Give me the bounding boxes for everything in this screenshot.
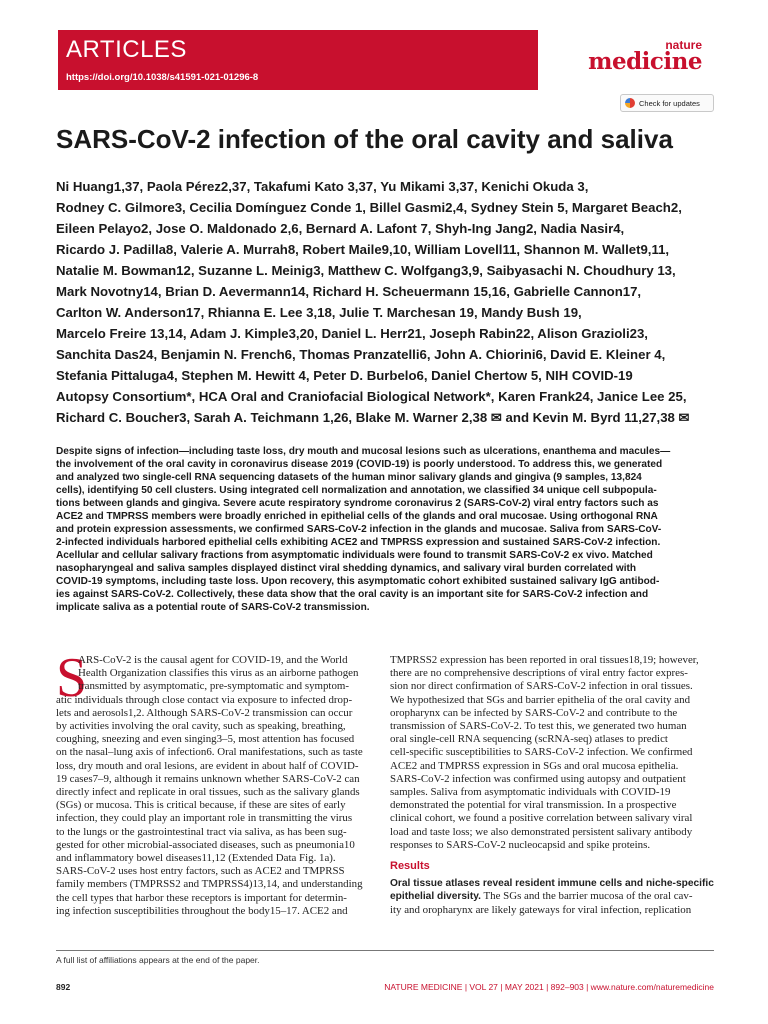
author-line: Ricardo J. Padilla8, Valerie A. Murrah8, Robert Maile9,10, William Lovell11, Shannon M. Wallet9,11, <box>56 242 670 257</box>
body-line: coughing, sneezing and even singing3–5, most attention has focused <box>56 733 355 746</box>
body-line: infection, they could play an important role in transmitting the virus <box>56 812 353 825</box>
affiliations-note: A full list of affiliations appears at the end of the paper. <box>56 955 260 965</box>
journal-citation: NATURE MEDICINE | VOL 27 | MAY 2021 | 892–903 | www.nature.com/naturemedicine <box>384 982 714 992</box>
right-column <box>390 654 715 917</box>
abstract-line: Acellular and cellular salivary fractions from asymptomatic individuals were found to transmit SARS-CoV-2 ex vivo. Matched <box>56 550 653 561</box>
body-line: transmission of SARS-CoV-2. To test this, we generated two human <box>390 720 687 733</box>
author-line: Carlton W. Anderson17, Rhianna E. Lee 3,18, Julie T. Marchesan 19, Mandy Bush 19, <box>56 305 582 320</box>
abstract <box>56 445 714 614</box>
body-line: directly infect and replicate in oral tissues, such as the salivary glands <box>56 786 360 799</box>
author-line: Eileen Pelayo2, Jose O. Maldonado 2,6, Bernard A. Lafont 7, Shyh-Ing Jang2, Nadia Nasir4, <box>56 221 625 236</box>
body-line: by activities involving the oral cavity, such as speaking, breathing, <box>56 720 346 733</box>
abstract-line: Despite signs of infection—including taste loss, dry mouth and mucosal lesions such as ulcerations, enanthema and macules— <box>56 446 671 457</box>
results-heading: Results <box>390 860 430 873</box>
subsection-heading: Oral tissue atlases reveal resident immune cells and niche-specific <box>390 878 714 890</box>
body-line: SARS-CoV-2 uses host entry factors, such as ACE2 and TMPRSS <box>56 865 345 878</box>
subsection-heading-cont: epithelial diversity. <box>390 891 481 903</box>
subsection-text: The SGs and the barrier mucosa of the oral cav- <box>480 890 693 903</box>
body-line: ing infection susceptibilities throughout the body15–17. ACE2 and <box>56 904 348 917</box>
author-line: Mark Novotny14, Brian D. Aevermann14, Richard H. Scheuermann 15,16, Gabrielle Cannon17, <box>56 284 642 299</box>
page-footer <box>56 982 714 996</box>
body-line: samples. Saliva from asymptomatic individuals with COVID-19 <box>390 786 671 799</box>
body-line: oropharynx can be infected by SARS-CoV-2 and contribute to the <box>390 706 678 719</box>
abstract-line: nasopharyngeal and saliva samples displayed distinct viral shedding dynamics, and salivary viral burden correlated with <box>56 563 637 574</box>
abstract-line: ies against SARS-CoV-2. Collectively, these data show that the oral cavity is an important site for SARS-CoV-2 infection and <box>56 589 649 600</box>
body-line: SARS-CoV-2 infection was confirmed using autopsy and outpatient <box>390 772 686 785</box>
author-line: Autopsy Consortium*, HCA Oral and Craniofacial Biological Network*, Karen Frank24, Janice Lee 25, <box>56 389 687 404</box>
doi-link[interactable]: https://doi.org/10.1038/s41591-021-01296-8 <box>66 72 259 83</box>
abstract-line: implicate saliva as a potential route of SARS-CoV-2 transmission. <box>56 602 370 613</box>
abstract-line: ACE2 and TMPRSS members were broadly enriched in epithelial cells of the glands and oral mucosae. Using orthogonal RNA <box>56 511 658 522</box>
footnote-divider <box>56 950 714 951</box>
body-line: ACE2 and TMPRSS expression in SGs and oral mucosa epithelia. <box>390 759 679 772</box>
author-line: Richard C. Boucher3, Sarah A. Teichmann 1,26, Blake M. Warner 2,38 ✉ and Kevin M. Byrd 11,27,38 ✉ <box>56 410 690 425</box>
abstract-line: and protein expression assessments, we confirmed SARS-CoV-2 infection in the glands and mucosae. Saliva from SARS-CoV- <box>56 524 662 535</box>
drop-cap: S <box>56 647 88 709</box>
author-line: Marcelo Freire 13,14, Adam J. Kimple3,20, Daniel L. Herr21, Joseph Rabin22, Alison Grazioli23, <box>56 326 648 341</box>
body-line: We hypothesized that SGs and barrier epithelia of the oral cavity and <box>390 693 691 706</box>
header-banner <box>0 0 768 85</box>
author-line: Sanchita Das24, Benjamin N. French6, Thomas Pranzatelli6, John A. Chiorini6, David E. Kleiner 4, <box>56 347 666 362</box>
logo-nature-text: nature <box>665 38 702 52</box>
body-line: lets and aerosols1,2. Although SARS-CoV-2 transmission can occur <box>56 706 353 719</box>
subsection-line <box>390 877 715 890</box>
check-for-updates-button[interactable] <box>620 94 714 112</box>
author-line: Ni Huang1,37, Paola Pérez2,37, Takafumi Kato 3,37, Yu Mikami 3,37, Kenichi Okuda 3, <box>56 179 589 194</box>
crossmark-icon <box>625 98 635 108</box>
body-line: atic individuals through close contact via exposure to infected drop- <box>56 693 353 706</box>
section-label: ARTICLES <box>66 36 187 63</box>
body-line: oral single-cell RNA sequencing (scRNA-seq) atlases to predict <box>390 733 668 746</box>
body-line: demonstrated the potential for viral transmission. In a prospective <box>390 799 677 812</box>
body-line: ity and oropharynx are likely gateways for viral infection, replication <box>390 903 692 916</box>
logo-medicine-text: medicine <box>588 48 702 75</box>
journal-logo <box>582 38 702 78</box>
body-line: there are no comprehensive descriptions of viral entry factor expres- <box>390 667 688 680</box>
body-line: (SGs) or mucosa. This is critical because, if these are sites of early <box>56 799 346 812</box>
abstract-line: tions between glands and gingiva. Severe acute respiratory syndrome coronavirus 2 (SARS-CoV-2) viral entry factors such as <box>56 498 659 509</box>
body-line: on the nasal–lung axis of infection6. Oral manifestations, such as taste <box>56 746 363 759</box>
body-line: cell-specific susceptibilities to SARS-CoV-2 infection. We confirmed <box>390 746 693 759</box>
body-line: the cell types that harbor these receptors is important for determin- <box>56 891 347 904</box>
abstract-line: COVID-19 symptoms, including taste loss. Upon recovery, this asymptomatic cohort exhibited sustained salivary IgG antibod- <box>56 576 660 587</box>
body-line: family members (TMPRSS2 and TMPRSS4)13,14, and understanding <box>56 878 363 891</box>
abstract-line: 2-infected individuals harbored epithelial cells exhibiting ACE2 and TMPRSS expression and sustained SARS-CoV-2 infection. <box>56 537 661 548</box>
subsection-line <box>390 890 715 903</box>
page-number: 892 <box>56 982 71 992</box>
body-line: gested for other microbial-associated diseases, such as pneumonia10 <box>56 838 355 851</box>
section-banner <box>58 30 538 90</box>
body-line: load and taste loss; we also demonstrated persistent salivary antibody <box>390 825 693 838</box>
abstract-line: and analyzed two single-cell RNA sequencing datasets of the human minor salivary glands and gingiva (9 samples, 13,824 <box>56 472 642 483</box>
body-line: responses to SARS-CoV-2 nucleocapsid and spike proteins. <box>390 838 651 851</box>
body-line: loss, dry mouth and oral lesions, are evident in about half of COVID- <box>56 759 359 772</box>
author-list <box>56 176 716 428</box>
body-line: ARS-CoV-2 is the causal agent for COVID-19, and the World <box>78 654 348 666</box>
body-line: Health Organization classifies this virus as an airborne pathogen <box>78 667 359 680</box>
body-line: to the lungs or the gastrointestinal tract via saliva, as has been sug- <box>56 825 347 838</box>
left-column <box>56 647 381 918</box>
article-title: SARS-CoV-2 infection of the oral cavity and saliva <box>56 124 673 154</box>
abstract-line: the involvement of the oral cavity in coronavirus disease 2019 (COVID-19) is poorly understood. To address this, we generated <box>56 459 663 470</box>
body-line: and inflammatory bowel diseases11,12 (Extended Data Fig. 1a). <box>56 852 336 865</box>
body-line: TMPRSS2 expression has been reported in oral tissues18,19; however, <box>390 654 699 666</box>
body-line: clinical cohort, we found a positive correlation between salivary viral <box>390 812 693 825</box>
author-line: Rodney C. Gilmore3, Cecilia Domínguez Conde 1, Billel Gasmi2,4, Sydney Stein 5, Margaret Beach2, <box>56 200 682 215</box>
body-line: 19 cases7–9, although it remains unknown whether SARS-CoV-2 can <box>56 772 360 785</box>
body-line: transmitted by asymptomatic, pre-symptomatic and symptom- <box>78 680 350 693</box>
body-line: sion nor direct confirmation of SARS-CoV-2 infection in oral tissues. <box>390 680 693 693</box>
author-line: Natalie M. Bowman12, Suzanne L. Meinig3, Matthew C. Wolfgang3,9, Saibyasachi N. Choudhury 13, <box>56 263 676 278</box>
abstract-line: cells), identifying 50 cell clusters. Using integrated cell normalization and annotation, we classified 34 unique cell subpopula- <box>56 485 657 496</box>
check-updates-label: Check for updates <box>639 98 700 108</box>
author-line: Stefania Pittaluga4, Stephen M. Hewitt 4, Peter D. Burbelo6, Daniel Chertow 5, NIH COVID-19 <box>56 368 633 383</box>
